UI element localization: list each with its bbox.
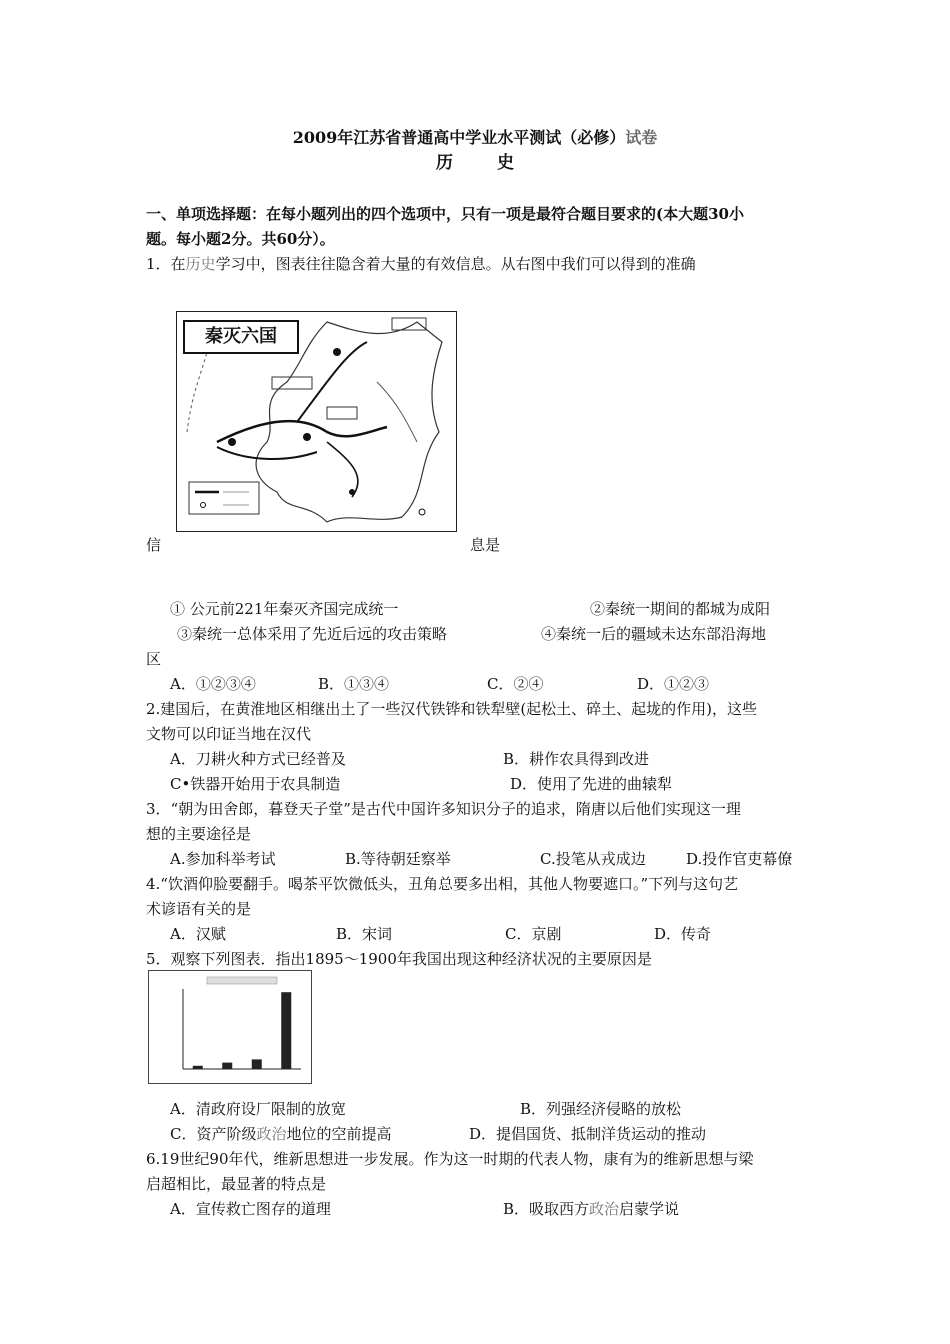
city-marker-3 [228,438,236,446]
q1-statement-3: ③秦统一总体采用了先近后远的攻击策略 [177,625,448,643]
q4-choice-c[interactable]: C．京剧 [505,925,562,943]
subject-title: 历史 [436,153,558,173]
capital-growth-chart [148,970,312,1084]
campaign-route-2 [217,447,317,459]
title-tail: 试卷 [625,128,658,147]
q1-stem-rest: 学习中，图表往往隐含着大量的有效信息。从右图中我们可以得到的准确 [215,255,696,273]
q2-choice-c[interactable]: C•铁器开始用于农具制造 [170,775,341,793]
q1-stem-start: 1．在 [146,255,186,273]
q1-choice-b[interactable]: B．①③④ [318,675,390,693]
q5-choice-c[interactable] [170,1122,392,1146]
q2-stem-line2: 文物可以印证当地在汉代 [146,725,312,743]
city-marker-1 [333,348,341,356]
chart-bar [252,1059,262,1069]
q3-stem-line2: 想的主要途径是 [146,825,252,843]
city-marker-4 [349,489,355,495]
q5-c-pre: C．资产阶级 [170,1125,257,1143]
q1-history-link[interactable]: 历史 [185,255,216,273]
q4-choice-d[interactable]: D．传奇 [654,925,712,943]
q5-choice-a[interactable]: A．清政府设厂限制的放宽 [170,1100,346,1118]
q2-stem-line1: 2.建国后，在黄淮地区相继出土了一些汉代铁铧和铁犁壁(起松土、碎土、起垅的作用)，这些 [146,700,758,718]
q6-stem-line1: 6.19世纪90年代，维新思想进一步发展。作为这一时期的代表人物，康有为的维新思想与梁 [146,1150,754,1168]
city-marker-2 [303,433,311,441]
q1-stem-end-right: 息是 [470,536,501,554]
map-title: 秦灭六国 [183,320,299,354]
q6-b-pre: B．吸取西方 [503,1200,590,1218]
q6-choice-b[interactable] [503,1197,679,1221]
bar-group [193,992,292,1069]
map-drawing [177,312,456,531]
map-label-box-3 [327,407,357,419]
q6-b-post: 启蒙学说 [619,1200,680,1218]
q4-choice-b[interactable]: B．宋词 [336,925,393,943]
q3-stem-line1: 3．“朝为田舍郎，暮登天子堂”是古代中国许多知识分子的追求，隋唐以后他们实现这一理 [146,800,741,818]
campaign-route-4 [327,442,358,497]
q2-choice-a[interactable]: A．刀耕火种方式已经普及 [170,750,346,768]
city-marker-5 [419,509,425,515]
q1-choice-d[interactable]: D．①②③ [637,675,710,693]
chart-title-block [207,977,277,984]
q1-statement-4: ④秦统一后的疆域未达东部沿海地 [541,625,767,643]
q4-stem-line2: 术谚语有关的是 [146,900,252,918]
q5-politics-link[interactable]: 政治 [256,1125,287,1143]
q6-politics-link[interactable]: 政治 [589,1200,620,1218]
chart-bar [193,1066,203,1069]
border-line [187,352,207,432]
q6-stem-line2: 启超相比，最显著的特点是 [146,1175,327,1193]
river-line [377,382,417,442]
q3-choice-c[interactable]: C.投笔从戎成边 [540,850,646,868]
q1-statement-2: ②秦统一期间的都城为成阳 [590,600,771,618]
q1-choice-c[interactable]: C．②④ [487,675,544,693]
title-main: 2009年江苏省普通高中学业水平测试（必修） [292,128,626,147]
section-heading-line2: 题。每小题2分。共60分）。 [146,230,335,248]
campaign-route-1 [217,421,387,442]
q6-choice-a[interactable]: A．宣传救亡图存的道理 [170,1200,331,1218]
chart-bar [281,992,291,1069]
q5-choice-b[interactable]: B．列强经济侵略的放松 [520,1100,682,1118]
q1-statement-1: ① 公元前221年秦灭齐国完成统一 [170,600,399,618]
bar-chart-svg [149,971,311,1083]
q1-stem [146,252,696,276]
q2-choice-b[interactable]: B．耕作农具得到改进 [503,750,650,768]
q1-statement-4-cont: 区 [146,650,162,668]
section-heading-line1: 一、单项选择题：在每小题列出的四个选项中，只有一项是最符合题目要求的(本大题30小 [146,205,744,223]
q3-choice-b[interactable]: B.等待朝廷察举 [345,850,451,868]
q5-c-post: 地位的空前提高 [286,1125,392,1143]
q5-stem: 5．观察下列图表．指出1895～1900年我国出现这种经济状况的主要原因是 [146,950,652,968]
q3-choice-a[interactable]: A.参加科举考试 [170,850,276,868]
q5-choice-d[interactable]: D．提倡国货、抵制洋货运动的推动 [469,1125,707,1143]
chart-bar [222,1063,232,1069]
q3-choice-d[interactable]: D.投作官吏幕僚 [686,850,793,868]
map-label-box-2 [272,377,312,389]
q4-stem-line1: 4.“饮酒仰脸要翻手。喝茶平饮微低头，丑角总要多出相，其他人物要遮口。”下列与这句艺 [146,875,739,893]
q1-stem-end-left: 信 [146,536,162,554]
q4-choice-a[interactable]: A．汉赋 [170,925,226,943]
q2-choice-d[interactable]: D．使用了先进的曲辕犁 [510,775,673,793]
map-label-box-1 [392,318,426,330]
q1-choice-a[interactable]: A．①②③④ [170,675,256,693]
exam-title [0,126,950,150]
qin-unification-map [176,311,457,532]
map-legend-box [189,482,259,514]
